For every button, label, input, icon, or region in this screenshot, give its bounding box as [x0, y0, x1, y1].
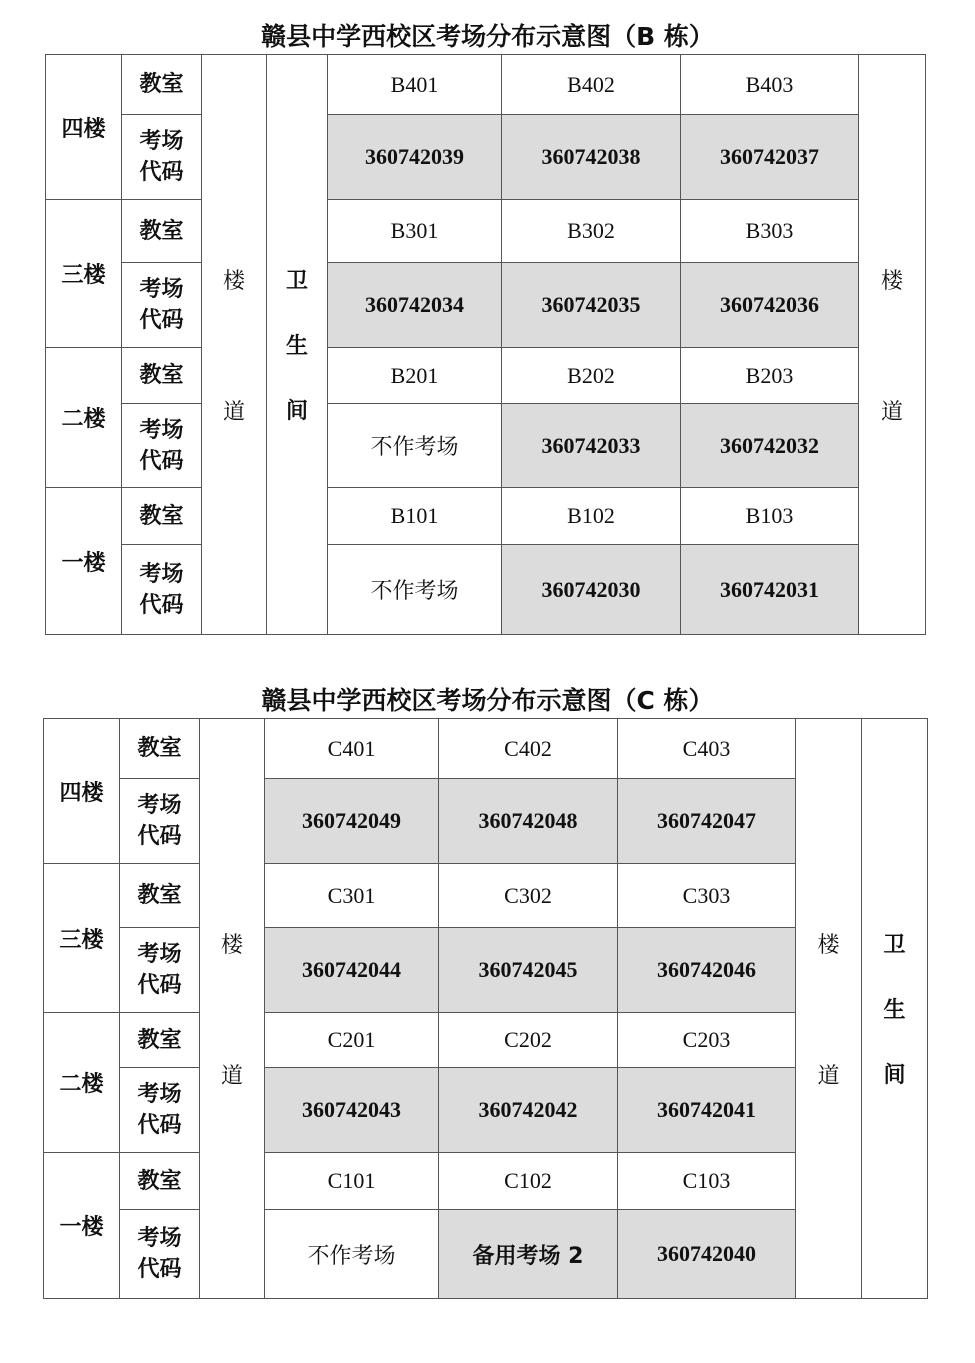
c-code-101-not-used: 不作考场 — [265, 1210, 439, 1299]
c-code-103: 360742040 — [618, 1210, 796, 1299]
c-room-102: C102 — [439, 1153, 618, 1210]
c-room-101: C101 — [265, 1153, 439, 1210]
c-floor-4-label: 四楼 — [44, 719, 120, 864]
c-floor-1-room-label: 教室 — [120, 1153, 200, 1210]
c-toilet — [862, 719, 928, 1299]
b-floor-3-room-label: 教室 — [122, 200, 202, 263]
b-code-102: 360742030 — [502, 545, 681, 635]
c-room-301: C301 — [265, 864, 439, 928]
b-code-403: 360742037 — [681, 115, 859, 200]
c-code-102-spare: 备用考场 2 — [439, 1210, 618, 1299]
b-room-301: B301 — [328, 200, 502, 263]
c-code-203: 360742041 — [618, 1068, 796, 1153]
c-stair-right-char-1: 楼 — [817, 932, 840, 958]
b-floor-1-label: 一楼 — [46, 488, 122, 635]
b-room-102: B102 — [502, 488, 681, 545]
b-room-403: B403 — [681, 55, 859, 115]
b-code-103: 360742031 — [681, 545, 859, 635]
b-code-101-not-used: 不作考场 — [328, 545, 502, 635]
c-floor-1-label: 一楼 — [44, 1153, 120, 1299]
c-code-201: 360742043 — [265, 1068, 439, 1153]
c-floor-2-room-label: 教室 — [120, 1013, 200, 1068]
c-code-301: 360742044 — [265, 928, 439, 1013]
b-stair-left-char-2: 道 — [222, 399, 245, 425]
b-code-203: 360742032 — [681, 404, 859, 488]
c-code-402: 360742048 — [439, 779, 618, 864]
b-floor-4-room-label: 教室 — [122, 55, 202, 115]
b-building-title: 赣县中学西校区考场分布示意图（B 栋） — [261, 22, 714, 51]
b-room-203: B203 — [681, 348, 859, 404]
c-room-401: C401 — [265, 719, 439, 779]
c-code-202: 360742042 — [439, 1068, 618, 1153]
b-stair-right — [859, 55, 926, 635]
b-room-103: B103 — [681, 488, 859, 545]
c-stair-right-char-2: 道 — [817, 1063, 840, 1089]
b-room-401: B401 — [328, 55, 502, 115]
c-room-402: C402 — [439, 719, 618, 779]
b-room-303: B303 — [681, 200, 859, 263]
c-floor-2-code-label: 考场 代码 — [120, 1068, 200, 1153]
c-room-303: C303 — [618, 864, 796, 928]
c-floor-2-label: 二楼 — [44, 1013, 120, 1153]
c-code-302: 360742045 — [439, 928, 618, 1013]
c-toilet-char-2: 生 — [883, 998, 906, 1023]
c-floor-4-code-label: 考场 代码 — [120, 779, 200, 864]
b-room-101: B101 — [328, 488, 502, 545]
b-floor-2-label: 二楼 — [46, 348, 122, 488]
c-floor-3-label: 三楼 — [44, 864, 120, 1013]
c-code-403: 360742047 — [618, 779, 796, 864]
b-code-202: 360742033 — [502, 404, 681, 488]
b-toilet-char-3: 间 — [285, 399, 308, 424]
c-room-203: C203 — [618, 1013, 796, 1068]
c-toilet-char-3: 间 — [883, 1063, 906, 1088]
b-code-402: 360742038 — [502, 115, 681, 200]
c-stair-left-char-1: 楼 — [220, 932, 243, 958]
b-stair-right-char-1: 楼 — [880, 268, 903, 294]
b-floor-3-code-label: 考场 代码 — [122, 263, 202, 348]
c-room-302: C302 — [439, 864, 618, 928]
c-stair-left — [200, 719, 265, 1299]
b-floor-2-code-label: 考场 代码 — [122, 404, 202, 488]
c-stair-right — [796, 719, 862, 1299]
b-code-302: 360742035 — [502, 263, 681, 348]
b-code-303: 360742036 — [681, 263, 859, 348]
c-toilet-char-1: 卫 — [883, 933, 906, 958]
b-code-201-not-used: 不作考场 — [328, 404, 502, 488]
b-stair-right-char-2: 道 — [880, 399, 903, 425]
b-room-402: B402 — [502, 55, 681, 115]
c-floor-3-code-label: 考场 代码 — [120, 928, 200, 1013]
c-floor-3-room-label: 教室 — [120, 864, 200, 928]
b-toilet-char-2: 生 — [285, 334, 308, 359]
c-room-403: C403 — [618, 719, 796, 779]
b-floor-4-code-label: 考场 代码 — [122, 115, 202, 200]
c-building-table — [43, 718, 928, 1299]
c-room-103: C103 — [618, 1153, 796, 1210]
c-stair-left-char-2: 道 — [220, 1063, 243, 1089]
b-floor-3-label: 三楼 — [46, 200, 122, 348]
b-stair-left-char-1: 楼 — [222, 268, 245, 294]
b-stair-left — [202, 55, 267, 635]
c-floor-1-code-label: 考场 代码 — [120, 1210, 200, 1299]
c-floor-4-room-label: 教室 — [120, 719, 200, 779]
c-room-202: C202 — [439, 1013, 618, 1068]
b-toilet-char-1: 卫 — [285, 269, 308, 294]
c-room-201: C201 — [265, 1013, 439, 1068]
b-floor-1-room-label: 教室 — [122, 488, 202, 545]
b-room-302: B302 — [502, 200, 681, 263]
b-floor-4-label: 四楼 — [46, 55, 122, 200]
b-code-301: 360742034 — [328, 263, 502, 348]
b-floor-1-code-label: 考场 代码 — [122, 545, 202, 635]
b-building-table — [45, 54, 926, 635]
b-floor-2-room-label: 教室 — [122, 348, 202, 404]
b-room-202: B202 — [502, 348, 681, 404]
b-toilet — [267, 55, 328, 635]
b-code-401: 360742039 — [328, 115, 502, 200]
c-code-303: 360742046 — [618, 928, 796, 1013]
c-building-title: 赣县中学西校区考场分布示意图（C 栋） — [261, 686, 714, 715]
c-code-401: 360742049 — [265, 779, 439, 864]
b-room-201: B201 — [328, 348, 502, 404]
